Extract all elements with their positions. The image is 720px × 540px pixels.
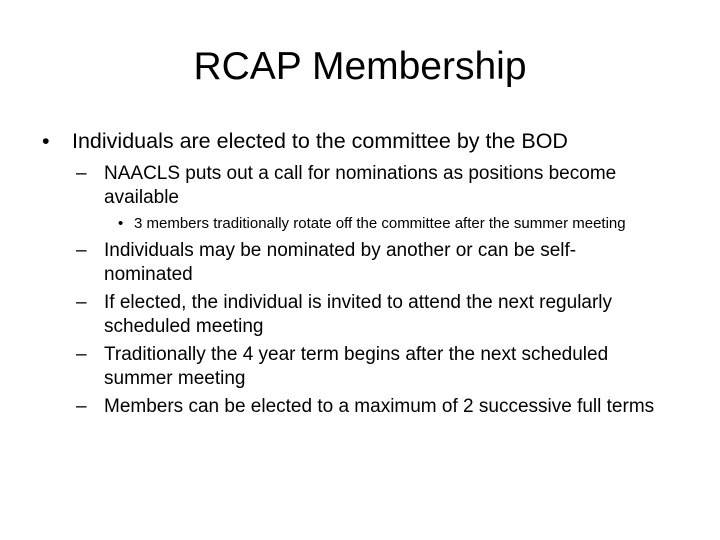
sub-sub-bullet (36, 214, 634, 233)
dash-marker: – (76, 163, 87, 184)
bullet-level1 (36, 128, 684, 154)
bullet-marker: • (118, 215, 124, 232)
dash-marker: – (76, 396, 87, 417)
bullet-text: Individuals are elected to the committee by the BOD (72, 129, 568, 153)
sub-bullet-text: Traditionally the 4 year term begins after the next scheduled summer meeting (104, 344, 609, 389)
sub-bullet (36, 162, 664, 210)
sub-bullet-text: Individuals may be nominated by another or can be self-nominated (104, 240, 577, 285)
sub-bullet-text: NAACLS puts out a call for nominations as positions become available (104, 163, 617, 208)
slide-title: RCAP Membership (193, 45, 527, 88)
bullet-marker: • (42, 129, 50, 153)
dash-marker: – (76, 344, 87, 365)
sub-bullet (36, 239, 652, 287)
sub-bullet-text: Members can be elected to a maximum of 2 successive full terms (104, 396, 655, 417)
slide-body (36, 128, 684, 423)
dash-marker: – (76, 240, 87, 261)
dash-marker: – (76, 292, 87, 313)
sub-sub-bullet-text: 3 members traditionally rotate off the committee after the summer meeting (134, 215, 626, 232)
sub-bullet (36, 395, 678, 419)
sub-bullet (36, 343, 652, 391)
sub-bullet (36, 291, 652, 339)
sub-bullet-text: If elected, the individual is invited to attend the next regularly scheduled meeting (104, 292, 613, 337)
